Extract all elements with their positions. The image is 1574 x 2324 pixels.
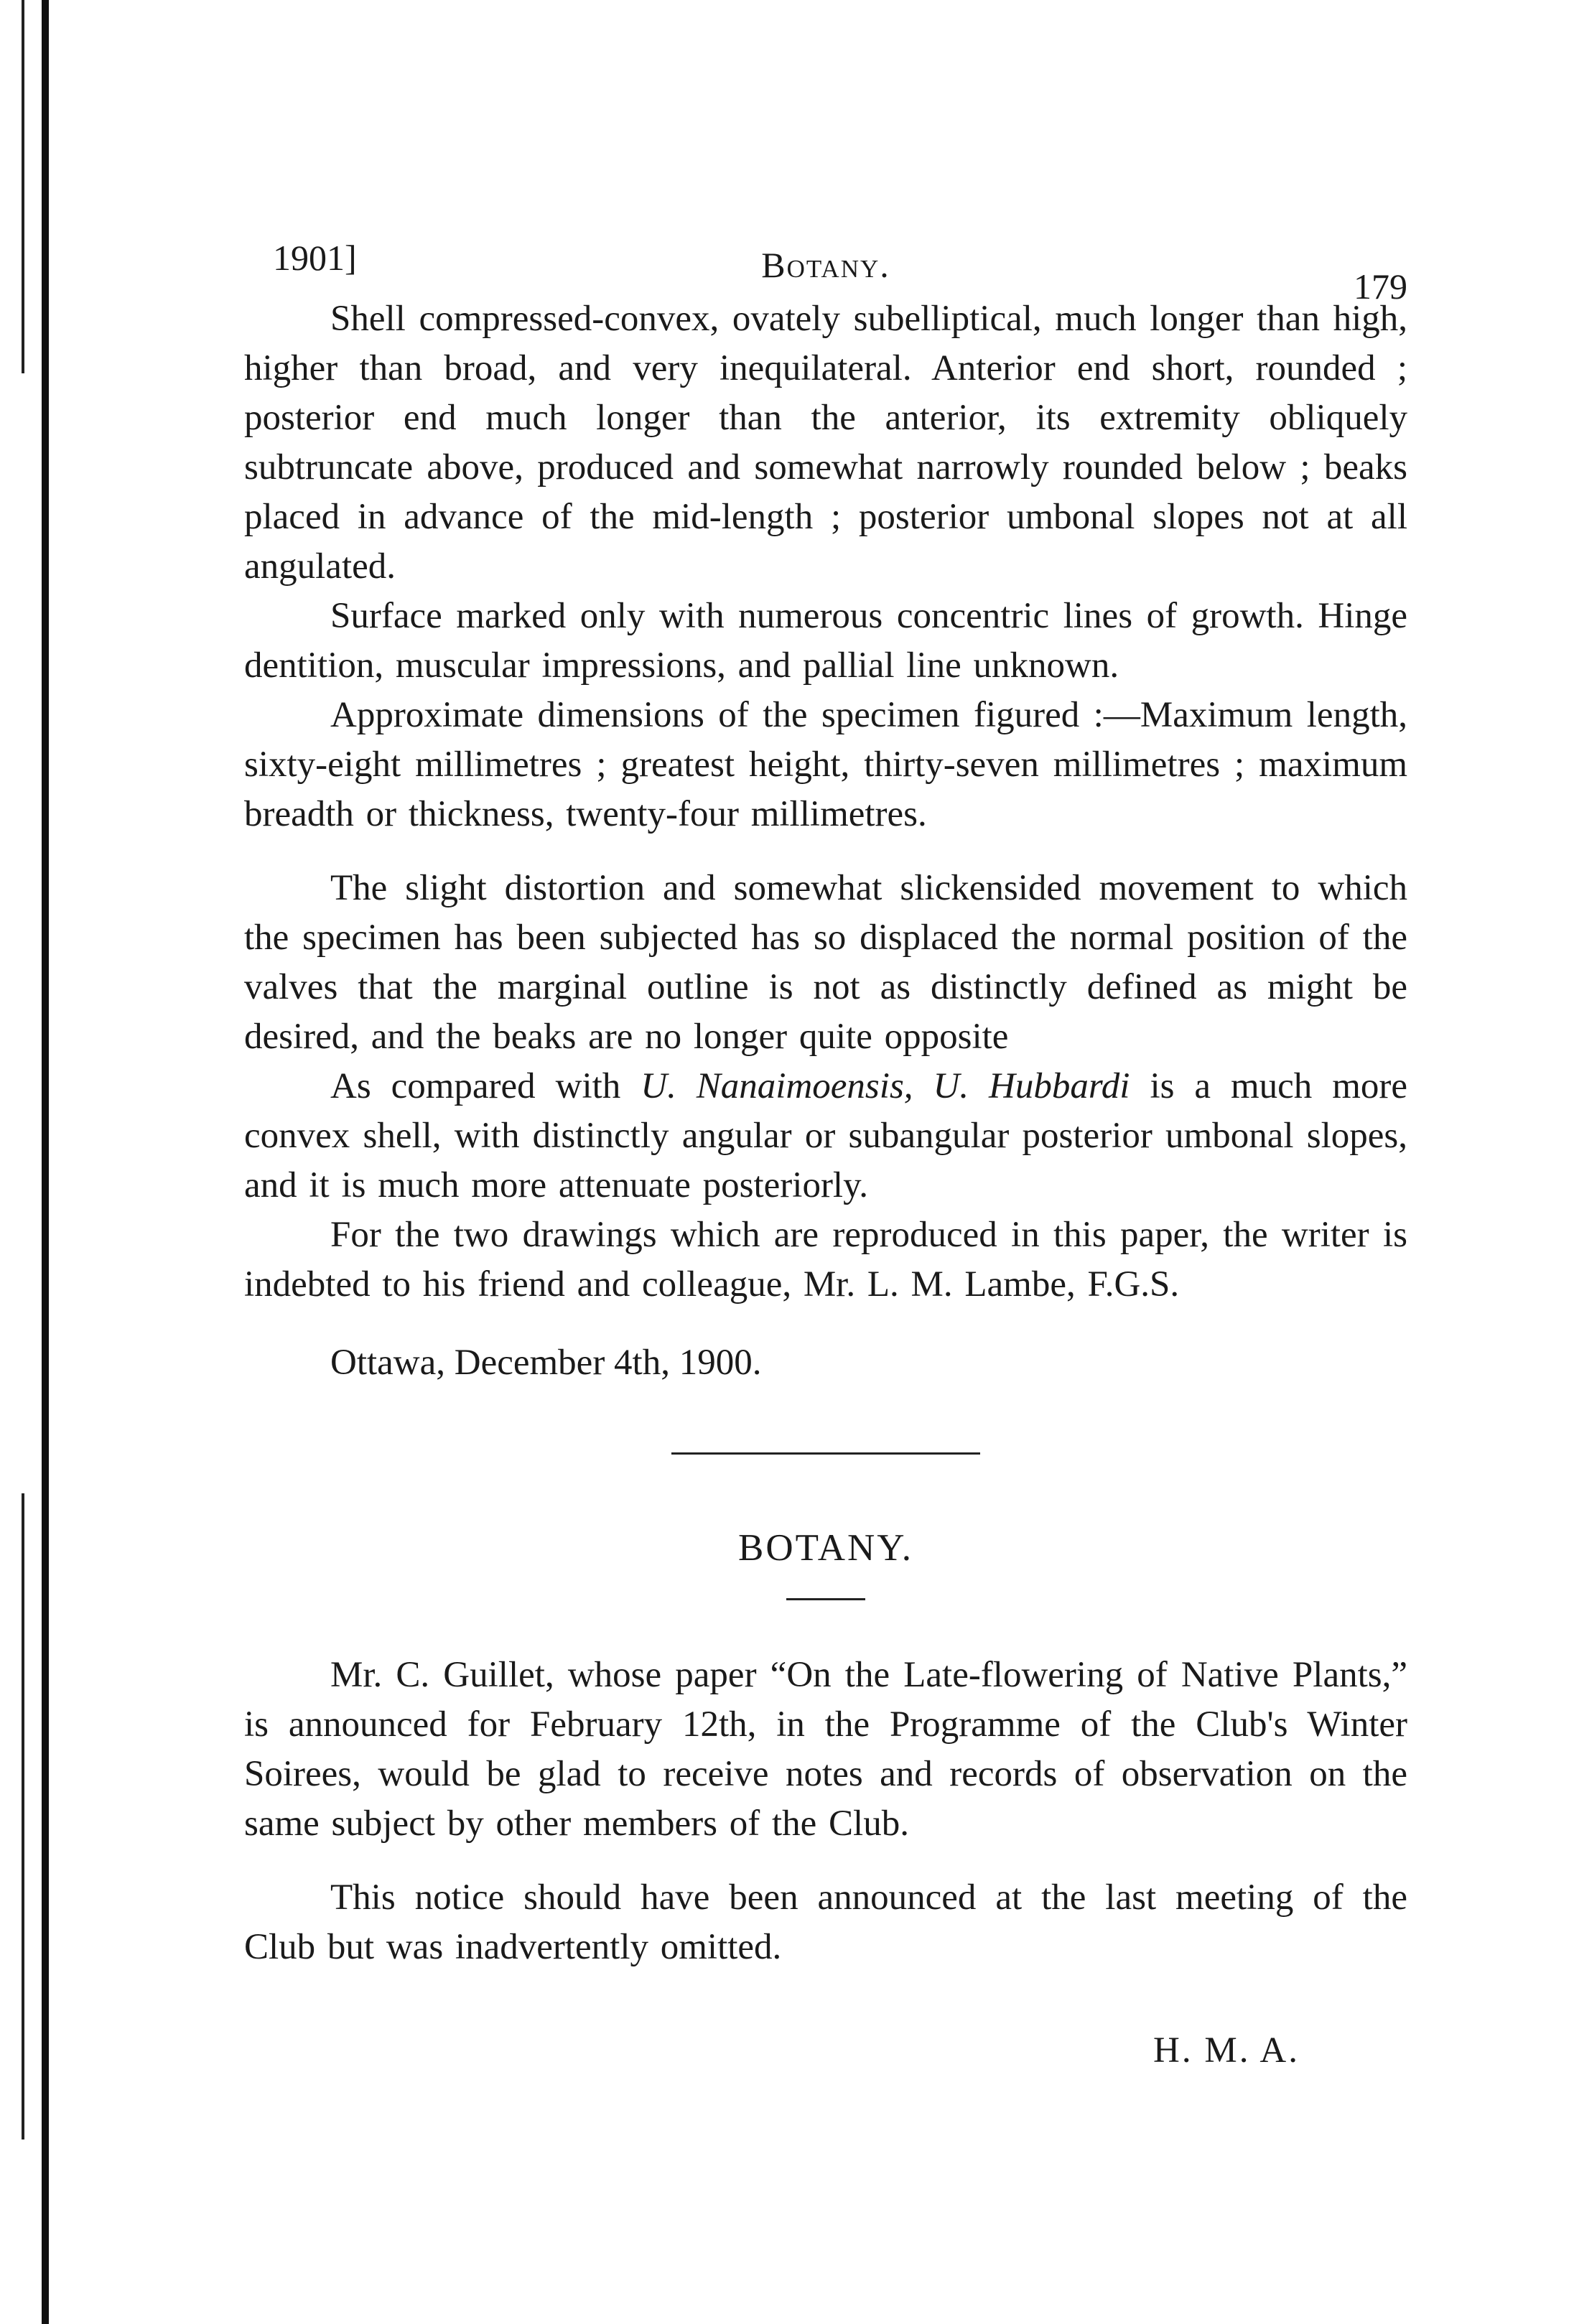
paragraph-comparison bbox=[244, 1062, 1407, 1210]
section-divider bbox=[671, 1452, 980, 1455]
paragraph-surface: Surface marked only with numerous concentric lines of growth. Hinge dentition, muscular impressions, and pallial line unknown. bbox=[244, 596, 1407, 686]
running-head-year: 1901] bbox=[273, 238, 357, 278]
page-number: 179 bbox=[1354, 266, 1407, 307]
comparison-end: is a much more convex shell, with distinctly angular or subangular posterior umbonal slopes, and it is much more attenuate posteriorly. bbox=[244, 1066, 1408, 1205]
page-edge-line bbox=[22, 0, 24, 373]
title-underline bbox=[786, 1598, 865, 1600]
running-head bbox=[244, 215, 1407, 307]
paragraph-acknowledgement: For the two drawings which are reproduced in this paper, the writer is indebted to his friend and colleague, Mr. L. M. Lambe, F.G.S. bbox=[244, 1215, 1407, 1305]
species-name: U. Nanaimoensis, bbox=[641, 1066, 913, 1106]
signature-initials: H. M. A. bbox=[1153, 2030, 1300, 2071]
paragraph-shell-description: Shell compressed-convex, ovately subelliptical, much longer than high, higher than broad, and very inequilateral. Anterior end short, rounded ; posterior end much longer than the anterior, its extremity obliquely subtruncate above, produced and somewhat narrowly rounded below ; beaks placed in advance of the mid-length ; posterior umbonal slopes not at all angulated. bbox=[244, 299, 1407, 587]
page-edge-shadow bbox=[42, 0, 49, 2324]
comparison-start: As compared with bbox=[330, 1066, 621, 1106]
page bbox=[244, 215, 1407, 2071]
species-name: U. Hubbardi bbox=[933, 1066, 1130, 1106]
paragraph-guillet-notice: Mr. C. Guillet, whose paper “On the Late-flowering of Native Plants,” is announced for February 12th, in the Programme of the Club's Winter Soirees, would be glad to receive notes and records of observation on the same subject by other members of the Club. bbox=[244, 1655, 1407, 1844]
running-head-title: Botany. bbox=[761, 245, 890, 285]
section-title: BOTANY. bbox=[738, 1527, 913, 1569]
page-edge-line bbox=[22, 1493, 24, 2139]
dateline: Ottawa, December 4th, 1900. bbox=[330, 1343, 762, 1383]
paragraph-omission-notice: This notice should have been announced at the last meeting of the Club but was inadvertently omitted. bbox=[244, 1877, 1407, 1967]
paragraph-distortion: The slight distortion and somewhat slickensided movement to which the specimen has been subjected has so displaced the normal position of the valves that the marginal outline is not as distinctly defined as might be desired, and the beaks are no longer quite opposite bbox=[244, 868, 1407, 1057]
paragraph-dimensions: Approximate dimensions of the specimen figured :—Maximum length, sixty-eight millimetres ; greatest height, thirty-seven millimetres ; maximum breadth or thickness, twenty-four millimetres. bbox=[244, 695, 1407, 834]
